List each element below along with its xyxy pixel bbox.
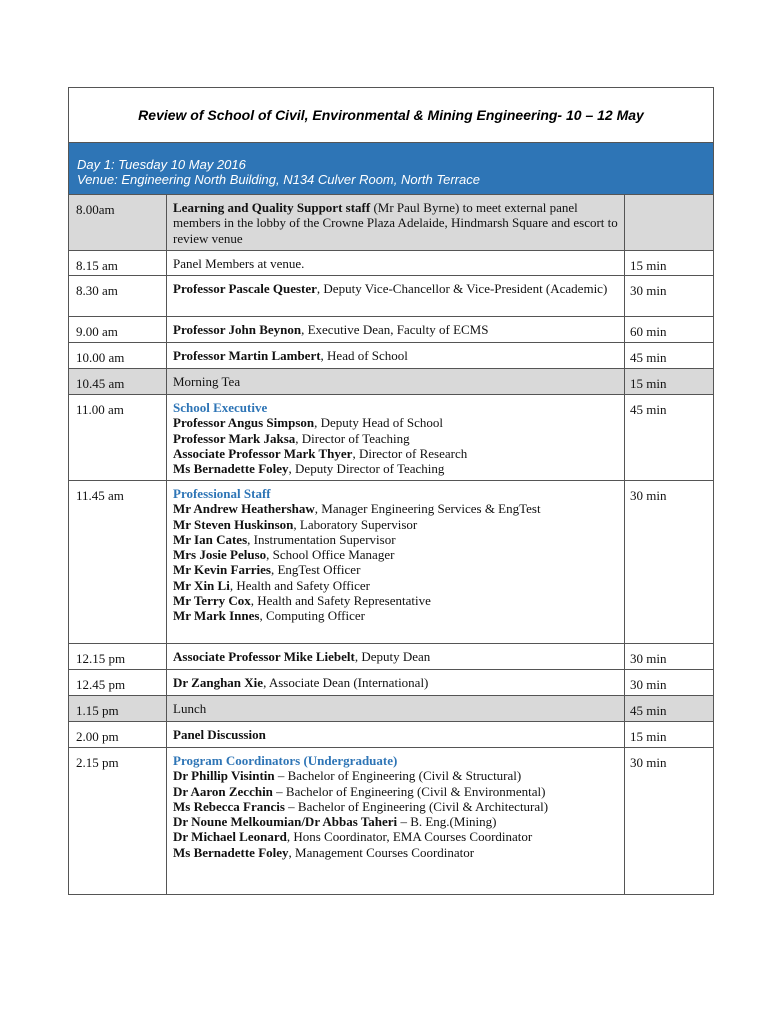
activity-cell bbox=[167, 670, 625, 695]
activity-cell bbox=[167, 395, 625, 480]
person-line: Mr Terry Cox, Health and Safety Representative bbox=[173, 593, 431, 609]
person-line: Mr Steven Huskinson, Laboratory Supervisor bbox=[173, 516, 418, 532]
activity-cell bbox=[167, 369, 625, 394]
time-cell: 8.30 am bbox=[76, 283, 118, 298]
person-line: Dr Noune Melkoumian/Dr Abbas Taheri – B. Eng.(Mining) bbox=[173, 814, 497, 830]
time-cell: 2.15 pm bbox=[76, 755, 119, 770]
activity-bold: Professor John Beynon bbox=[173, 322, 302, 337]
time-cell: 11.45 am bbox=[76, 488, 124, 503]
duration-cell: 30 min bbox=[630, 677, 667, 692]
activity-cell bbox=[167, 696, 625, 721]
person-line: Associate Professor Mark Thyer, Director of Research bbox=[173, 445, 468, 461]
document-title: Review of School of Civil, Environmental & Mining Engineering- 10 – 12 May bbox=[69, 88, 713, 143]
time-cell: 12.15 pm bbox=[76, 651, 126, 666]
person-line: Mr Kevin Farries, EngTest Officer bbox=[173, 562, 361, 578]
person-line: Professor Angus Simpson, Deputy Head of School bbox=[173, 415, 443, 431]
activity-cell bbox=[167, 195, 625, 250]
time-cell: 2.00 pm bbox=[76, 729, 119, 744]
time-cell: 1.15 pm bbox=[76, 703, 119, 718]
activity-bold: Professor Pascale Quester bbox=[173, 281, 317, 296]
time-cell: 10.00 am bbox=[76, 350, 125, 365]
duration-cell: 45 min bbox=[630, 703, 667, 718]
duration-cell: 30 min bbox=[630, 283, 667, 298]
schedule-row bbox=[69, 670, 713, 696]
schedule-row bbox=[69, 696, 713, 722]
schedule-row bbox=[69, 722, 713, 748]
time-cell: 8.15 am bbox=[76, 258, 118, 273]
schedule-row bbox=[69, 481, 713, 644]
duration-cell: 15 min bbox=[630, 376, 667, 391]
time-cell: 10.45 am bbox=[76, 376, 125, 391]
duration-cell: 30 min bbox=[630, 651, 667, 666]
activity-text: , Executive Dean, Faculty of ECMS bbox=[301, 322, 489, 337]
person-line: Dr Aaron Zecchin – Bachelor of Engineering (Civil & Environmental) bbox=[173, 783, 546, 799]
schedule-row bbox=[69, 748, 713, 895]
activity-cell bbox=[167, 644, 625, 669]
activity-cell bbox=[167, 481, 625, 643]
group-heading: Program Coordinators (Undergraduate) bbox=[173, 753, 398, 768]
person-line: Ms Bernadette Foley, Management Courses Coordinator bbox=[173, 844, 475, 860]
activity-text: , Deputy Vice-Chancellor & Vice-President (Academic) bbox=[316, 281, 608, 296]
duration-cell: 15 min bbox=[630, 258, 667, 273]
activity-cell bbox=[167, 251, 625, 275]
schedule-row bbox=[69, 395, 713, 481]
activity-bold: Dr Zanghan Xie bbox=[173, 675, 264, 690]
person-line: Mrs Josie Peluso, School Office Manager bbox=[173, 547, 395, 563]
activity-text: (Mr Paul Byrne) to meet external panel members in the lobby of the Crowne Plaza Adelaide, Hindmarsh Square and escort to review venue bbox=[173, 200, 618, 246]
schedule-row bbox=[69, 343, 713, 369]
duration-cell: 15 min bbox=[630, 729, 667, 744]
activity-text: , Deputy Dean bbox=[354, 649, 431, 664]
person-line: Mr Ian Cates, Instrumentation Supervisor bbox=[173, 531, 396, 547]
person-line: Mr Mark Innes, Computing Officer bbox=[173, 608, 365, 624]
activity-bold: Panel Discussion bbox=[173, 727, 266, 742]
schedule-row bbox=[69, 644, 713, 670]
activity-text: , Associate Dean (International) bbox=[263, 675, 429, 690]
person-line: Dr Phillip Visintin – Bachelor of Engineering (Civil & Structural) bbox=[173, 768, 522, 784]
activity-text: Lunch bbox=[173, 701, 207, 716]
person-line: Ms Bernadette Foley, Deputy Director of Teaching bbox=[173, 461, 445, 477]
group-heading: School Executive bbox=[173, 400, 268, 415]
schedule-row bbox=[69, 251, 713, 276]
time-cell: 9.00 am bbox=[76, 324, 118, 339]
schedule-row bbox=[69, 369, 713, 395]
activity-text: Morning Tea bbox=[173, 374, 241, 389]
duration-cell: 45 min bbox=[630, 350, 667, 365]
schedule-table bbox=[68, 87, 714, 895]
person-line: Mr Xin Li, Health and Safety Officer bbox=[173, 577, 371, 593]
schedule-row bbox=[69, 195, 713, 251]
time-cell: 8.00am bbox=[76, 202, 115, 217]
activity-text: Panel Members at venue. bbox=[173, 256, 305, 271]
group-heading: Professional Staff bbox=[173, 486, 271, 501]
person-line: Dr Michael Leonard, Hons Coordinator, EMA Courses Coordinator bbox=[173, 829, 533, 845]
activity-bold: Professor Martin Lambert bbox=[173, 348, 321, 363]
schedule-row bbox=[69, 276, 713, 317]
person-line: Professor Mark Jaksa, Director of Teaching bbox=[173, 430, 410, 446]
activity-cell bbox=[167, 343, 625, 368]
activity-cell bbox=[167, 722, 625, 747]
person-line: Mr Andrew Heathershaw, Manager Engineering Services & EngTest bbox=[173, 501, 541, 517]
duration-cell: 45 min bbox=[630, 402, 667, 417]
duration-cell: 60 min bbox=[630, 324, 667, 339]
time-cell: 11.00 am bbox=[76, 402, 124, 417]
activity-bold: Associate Professor Mike Liebelt bbox=[173, 649, 355, 664]
activity-cell bbox=[167, 317, 625, 342]
activity-text: , Head of School bbox=[320, 348, 408, 363]
day-date: Day 1: Tuesday 10 May 2016 bbox=[77, 157, 246, 172]
duration-cell: 30 min bbox=[630, 755, 667, 770]
duration-cell: 30 min bbox=[630, 488, 667, 503]
activity-cell bbox=[167, 276, 625, 316]
person-line: Ms Rebecca Francis – Bachelor of Engineering (Civil & Architectural) bbox=[173, 798, 549, 814]
venue: Venue: Engineering North Building, N134 Culver Room, North Terrace bbox=[77, 172, 480, 187]
time-cell: 12.45 pm bbox=[76, 677, 126, 692]
schedule-row bbox=[69, 317, 713, 343]
day-header bbox=[69, 143, 713, 195]
activity-bold: Learning and Quality Support staff bbox=[173, 200, 371, 215]
activity-cell bbox=[167, 748, 625, 894]
